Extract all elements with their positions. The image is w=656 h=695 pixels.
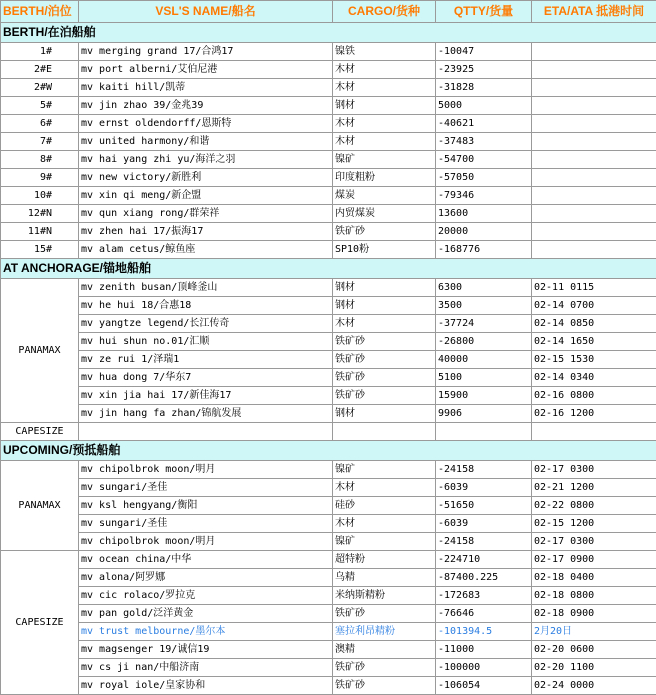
vessel-name-cell[interactable]: mv chipolbrok moon/明月 — [79, 461, 333, 479]
eta-cell[interactable]: 02-20 0600 — [532, 641, 656, 659]
cargo-cell[interactable]: 煤炭 — [333, 187, 436, 205]
cargo-cell[interactable]: 木材 — [333, 115, 436, 133]
vessel-name-cell[interactable]: mv port alberni/艾伯尼港 — [79, 61, 333, 79]
quantity-cell[interactable]: -79346 — [436, 187, 532, 205]
vessel-name-cell[interactable]: mv alona/阿罗娜 — [79, 569, 333, 587]
quantity-cell[interactable]: -100000 — [436, 659, 532, 677]
cargo-cell[interactable]: 木材 — [333, 315, 436, 333]
berth-cell[interactable]: 8# — [1, 151, 79, 169]
table-row — [1, 605, 656, 623]
cargo-cell[interactable]: SP10粉 — [333, 241, 436, 259]
vessel-name-cell[interactable]: mv sungari/圣佳 — [79, 479, 333, 497]
quantity-cell[interactable]: -6039 — [436, 479, 532, 497]
cargo-cell[interactable]: 镍铁 — [333, 43, 436, 61]
eta-cell[interactable]: 02-16 1200 — [532, 405, 656, 423]
cargo-cell[interactable]: 塞拉利昂精粉 — [333, 623, 436, 641]
vessel-name-cell[interactable]: mv ksl hengyang/衡阳 — [79, 497, 333, 515]
table-row — [1, 279, 656, 297]
cargo-cell[interactable]: 木材 — [333, 133, 436, 151]
quantity-cell[interactable] — [436, 423, 532, 441]
table-row — [1, 461, 656, 479]
table-row — [1, 151, 656, 169]
vessel-name-cell[interactable]: mv pan gold/泛洋黄金 — [79, 605, 333, 623]
header-row — [1, 1, 656, 23]
berth-cell[interactable]: 6# — [1, 115, 79, 133]
eta-cell[interactable]: 02-22 0800 — [532, 497, 656, 515]
vessel-name-cell[interactable]: mv jin hang fa zhan/锦航发展 — [79, 405, 333, 423]
table-row — [1, 623, 656, 641]
vessel-name-cell[interactable]: mv xin qi meng/新企盟 — [79, 187, 333, 205]
eta-cell[interactable] — [532, 423, 656, 441]
vessel-name-cell[interactable]: mv jin zhao 39/金兆39 — [79, 97, 333, 115]
table-row — [1, 533, 656, 551]
vessel-name-cell[interactable]: mv zenith busan/顶峰釜山 — [79, 279, 333, 297]
cargo-cell[interactable]: 乌精 — [333, 569, 436, 587]
eta-cell[interactable]: 02-14 0700 — [532, 297, 656, 315]
berth-cell[interactable]: 2#W — [1, 79, 79, 97]
berth-cell[interactable]: 7# — [1, 133, 79, 151]
table-row — [1, 479, 656, 497]
vessel-name-cell[interactable]: mv united harmony/和谐 — [79, 133, 333, 151]
cargo-cell[interactable]: 铁矿砂 — [333, 369, 436, 387]
quantity-cell[interactable]: -23925 — [436, 61, 532, 79]
quantity-cell[interactable]: 13600 — [436, 205, 532, 223]
vessel-name-cell[interactable]: mv ocean china/中华 — [79, 551, 333, 569]
eta-cell[interactable] — [532, 79, 656, 97]
table-row — [1, 569, 656, 587]
cargo-cell[interactable]: 木材 — [333, 515, 436, 533]
eta-cell[interactable] — [532, 241, 656, 259]
vessel-name-cell[interactable]: mv magsenger 19/诚信19 — [79, 641, 333, 659]
table-row — [1, 97, 656, 115]
eta-cell[interactable] — [532, 97, 656, 115]
group-capesize-anchorage[interactable]: CAPESIZE — [1, 423, 79, 441]
vessel-name-cell[interactable]: mv ernst oldendorff/恩斯特 — [79, 115, 333, 133]
quantity-cell[interactable]: -37483 — [436, 133, 532, 151]
quantity-cell[interactable]: -87400.225 — [436, 569, 532, 587]
quantity-cell[interactable]: -224710 — [436, 551, 532, 569]
section-upcoming — [1, 441, 656, 461]
eta-cell[interactable] — [532, 115, 656, 133]
table-row — [1, 405, 656, 423]
quantity-cell[interactable]: 5100 — [436, 369, 532, 387]
quantity-cell[interactable]: -101394.5 — [436, 623, 532, 641]
cargo-cell[interactable]: 铁矿砂 — [333, 333, 436, 351]
header-eta[interactable]: ETA/ATA 抵港时间 — [532, 1, 656, 23]
cargo-cell[interactable]: 印度粗粉 — [333, 169, 436, 187]
eta-cell[interactable]: 02-14 0340 — [532, 369, 656, 387]
quantity-cell[interactable]: -11000 — [436, 641, 532, 659]
quantity-cell[interactable]: -24158 — [436, 533, 532, 551]
quantity-cell[interactable]: 3500 — [436, 297, 532, 315]
cargo-cell[interactable]: 硅砂 — [333, 497, 436, 515]
cargo-cell[interactable]: 钢材 — [333, 405, 436, 423]
table-row — [1, 387, 656, 405]
vessel-name-cell[interactable]: mv chipolbrok moon/明月 — [79, 533, 333, 551]
table-row — [1, 297, 656, 315]
table-row — [1, 61, 656, 79]
cargo-cell[interactable]: 铁矿砂 — [333, 351, 436, 369]
table-row — [1, 351, 656, 369]
eta-cell[interactable]: 2月20日 — [532, 623, 656, 641]
cargo-cell[interactable]: 钢材 — [333, 297, 436, 315]
quantity-cell[interactable]: 5000 — [436, 97, 532, 115]
eta-cell[interactable] — [532, 151, 656, 169]
cargo-cell[interactable]: 澳精 — [333, 641, 436, 659]
quantity-cell[interactable]: 9906 — [436, 405, 532, 423]
cargo-cell[interactable]: 铁矿砂 — [333, 677, 436, 695]
eta-cell[interactable] — [532, 133, 656, 151]
cargo-cell[interactable]: 铁矿砂 — [333, 223, 436, 241]
vessel-name-cell[interactable]: mv new victory/新胜利 — [79, 169, 333, 187]
eta-cell[interactable] — [532, 61, 656, 79]
vessel-name-cell[interactable]: mv alam cetus/鲸鱼座 — [79, 241, 333, 259]
table-row — [1, 133, 656, 151]
eta-cell[interactable] — [532, 205, 656, 223]
eta-cell[interactable] — [532, 43, 656, 61]
vessel-name-cell[interactable]: mv hai yang zhi yu/海洋之羽 — [79, 151, 333, 169]
table-row — [1, 333, 656, 351]
vessel-name-cell[interactable]: mv merging grand 17/合鸿17 — [79, 43, 333, 61]
quantity-cell[interactable]: -57050 — [436, 169, 532, 187]
cargo-cell[interactable]: 钢材 — [333, 279, 436, 297]
eta-cell[interactable]: 02-18 0900 — [532, 605, 656, 623]
table-row — [1, 369, 656, 387]
table-row — [1, 641, 656, 659]
cargo-cell[interactable]: 木材 — [333, 61, 436, 79]
table-row — [1, 43, 656, 61]
table-row — [1, 587, 656, 605]
quantity-cell[interactable]: -168776 — [436, 241, 532, 259]
section-berth-label[interactable]: BERTH/在泊船舶 — [1, 23, 656, 43]
quantity-cell[interactable]: 6300 — [436, 279, 532, 297]
vessel-name-cell[interactable]: mv hua dong 7/华东7 — [79, 369, 333, 387]
header-quantity[interactable]: QTTY/货量 — [436, 1, 532, 23]
quantity-cell[interactable]: -24158 — [436, 461, 532, 479]
table-row — [1, 187, 656, 205]
eta-cell[interactable]: 02-11 0115 — [532, 279, 656, 297]
group-panamax-upcoming[interactable]: PANAMAX — [1, 461, 79, 551]
berth-cell[interactable]: 9# — [1, 169, 79, 187]
group-capesize-upcoming[interactable]: CAPESIZE — [1, 551, 79, 695]
cargo-cell[interactable]: 木材 — [333, 479, 436, 497]
eta-cell[interactable]: 02-17 0300 — [532, 461, 656, 479]
header-vessel-name[interactable]: VSL'S NAME/船名 — [79, 1, 333, 23]
table-row — [1, 241, 656, 259]
section-anchorage-label[interactable]: AT ANCHORAGE/锚地船舶 — [1, 259, 656, 279]
table-row — [1, 677, 656, 695]
cargo-cell[interactable]: 木材 — [333, 79, 436, 97]
cargo-cell[interactable]: 镍矿 — [333, 533, 436, 551]
berth-cell[interactable]: 11#N — [1, 223, 79, 241]
quantity-cell[interactable]: -51650 — [436, 497, 532, 515]
quantity-cell[interactable]: -10047 — [436, 43, 532, 61]
eta-cell[interactable]: 02-17 0900 — [532, 551, 656, 569]
eta-cell[interactable]: 02-24 0000 — [532, 677, 656, 695]
vessel-name-cell[interactable]: mv trust melbourne/墨尔本 — [79, 623, 333, 641]
eta-cell[interactable] — [532, 187, 656, 205]
table-row — [1, 223, 656, 241]
quantity-cell[interactable]: -40621 — [436, 115, 532, 133]
eta-cell[interactable]: 02-16 0800 — [532, 387, 656, 405]
quantity-cell[interactable]: -172683 — [436, 587, 532, 605]
vessel-name-cell[interactable]: mv xin jia hai 17/新佳海17 — [79, 387, 333, 405]
table-row — [1, 315, 656, 333]
cargo-cell[interactable] — [333, 423, 436, 441]
eta-cell[interactable]: 02-18 0800 — [532, 587, 656, 605]
quantity-cell[interactable]: 15900 — [436, 387, 532, 405]
section-anchorage — [1, 259, 656, 279]
table-row — [1, 659, 656, 677]
table-row — [1, 79, 656, 97]
vessel-name-cell[interactable]: mv cic rolaco/罗拉克 — [79, 587, 333, 605]
vessel-name-cell[interactable]: mv hui shun no.01/汇顺 — [79, 333, 333, 351]
berth-cell[interactable]: 2#E — [1, 61, 79, 79]
quantity-cell[interactable]: -37724 — [436, 315, 532, 333]
section-upcoming-label[interactable]: UPCOMING/预抵船舶 — [1, 441, 656, 461]
table-row — [1, 169, 656, 187]
header-berth[interactable]: BERTH/泊位 — [1, 1, 79, 23]
vessel-name-cell[interactable]: mv qun xiang rong/群荣祥 — [79, 205, 333, 223]
vessel-name-cell[interactable]: mv royal iole/皇家协和 — [79, 677, 333, 695]
quantity-cell[interactable]: 40000 — [436, 351, 532, 369]
quantity-cell[interactable]: -106054 — [436, 677, 532, 695]
vessel-name-cell[interactable] — [79, 423, 333, 441]
quantity-cell[interactable]: -76646 — [436, 605, 532, 623]
berth-cell[interactable]: 1# — [1, 43, 79, 61]
cargo-cell[interactable]: 钢材 — [333, 97, 436, 115]
eta-cell[interactable]: 02-14 0850 — [532, 315, 656, 333]
quantity-cell[interactable]: -31828 — [436, 79, 532, 97]
header-cargo[interactable]: CARGO/货种 — [333, 1, 436, 23]
table-row — [1, 205, 656, 223]
quantity-cell[interactable]: -54700 — [436, 151, 532, 169]
table-row — [1, 497, 656, 515]
berth-cell[interactable]: 12#N — [1, 205, 79, 223]
eta-cell[interactable]: 02-21 1200 — [532, 479, 656, 497]
cargo-cell[interactable]: 内贸煤炭 — [333, 205, 436, 223]
table-row — [1, 551, 656, 569]
quantity-cell[interactable]: -6039 — [436, 515, 532, 533]
vessel-name-cell[interactable]: mv yangtze legend/长江传奇 — [79, 315, 333, 333]
eta-cell[interactable] — [532, 169, 656, 187]
cargo-cell[interactable]: 镍矿 — [333, 151, 436, 169]
berth-cell[interactable]: 5# — [1, 97, 79, 115]
table-row — [1, 115, 656, 133]
eta-cell[interactable]: 02-15 1530 — [532, 351, 656, 369]
quantity-cell[interactable]: 20000 — [436, 223, 532, 241]
eta-cell[interactable]: 02-15 1200 — [532, 515, 656, 533]
cargo-cell[interactable]: 铁矿砂 — [333, 605, 436, 623]
cargo-cell[interactable]: 铁矿砂 — [333, 659, 436, 677]
section-berth — [1, 23, 656, 43]
vessel-name-cell[interactable]: mv zhen hai 17/振海17 — [79, 223, 333, 241]
table-row — [1, 515, 656, 533]
berth-cell[interactable]: 15# — [1, 241, 79, 259]
eta-cell[interactable]: 02-20 1100 — [532, 659, 656, 677]
table-row — [1, 423, 656, 441]
vessel-name-cell[interactable]: mv he hui 18/合惠18 — [79, 297, 333, 315]
cargo-cell[interactable]: 铁矿砂 — [333, 387, 436, 405]
vessel-name-cell[interactable]: mv sungari/圣佳 — [79, 515, 333, 533]
eta-cell[interactable] — [532, 223, 656, 241]
eta-cell[interactable]: 02-18 0400 — [532, 569, 656, 587]
vessel-name-cell[interactable]: mv ze rui 1/泽瑞1 — [79, 351, 333, 369]
cargo-cell[interactable]: 镍矿 — [333, 461, 436, 479]
berth-cell[interactable]: 10# — [1, 187, 79, 205]
quantity-cell[interactable]: -26800 — [436, 333, 532, 351]
eta-cell[interactable]: 02-17 0300 — [532, 533, 656, 551]
eta-cell[interactable]: 02-14 1650 — [532, 333, 656, 351]
cargo-cell[interactable]: 超特粉 — [333, 551, 436, 569]
group-panamax-anchorage[interactable]: PANAMAX — [1, 279, 79, 423]
vessel-name-cell[interactable]: mv cs ji nan/中船济南 — [79, 659, 333, 677]
vessel-name-cell[interactable]: mv kaiti hill/凯蒂 — [79, 79, 333, 97]
cargo-cell[interactable]: 米纳斯精粉 — [333, 587, 436, 605]
